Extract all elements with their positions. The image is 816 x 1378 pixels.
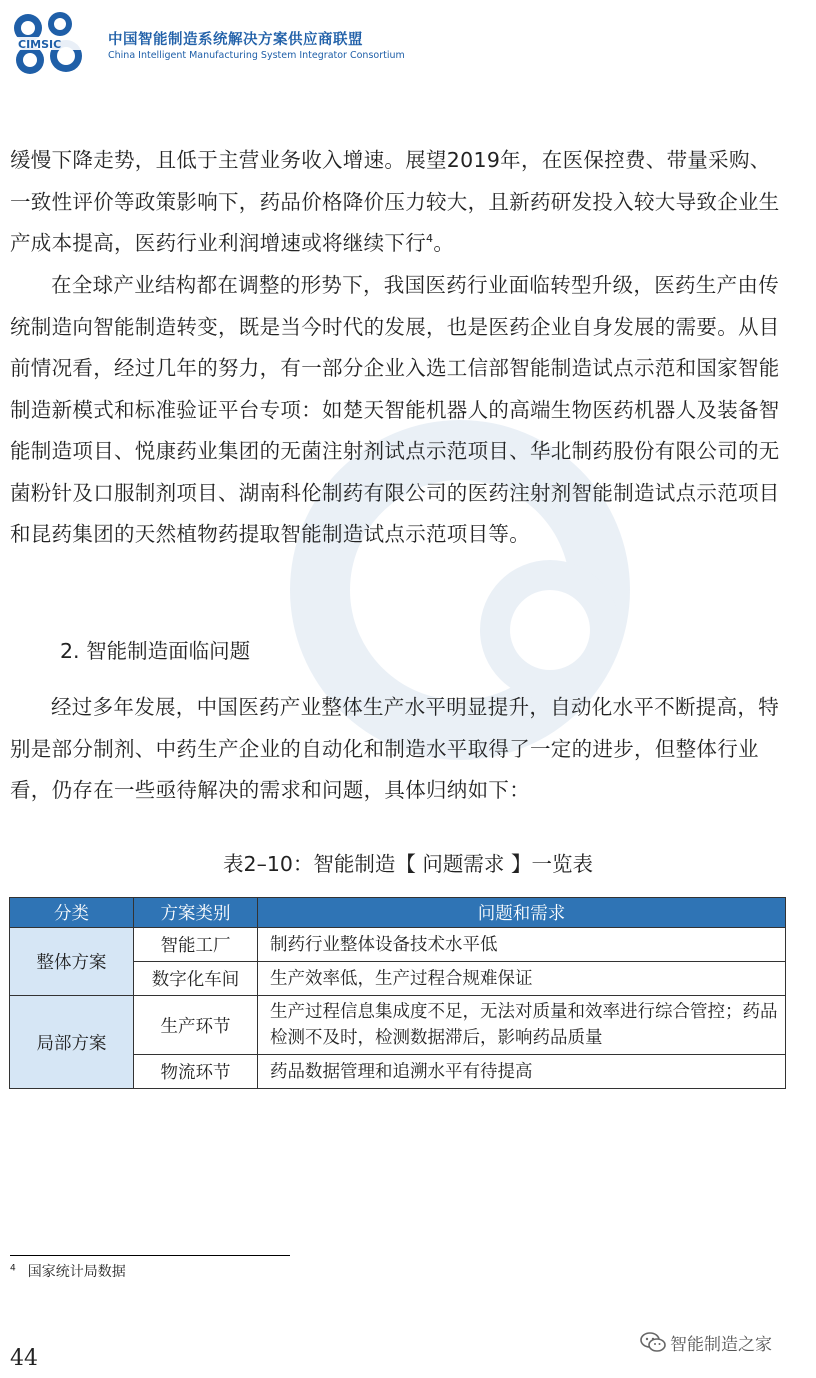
footnote-divider — [10, 1255, 290, 1256]
table-caption: 表2–10：智能制造【 问题需求 】一览表 — [223, 852, 593, 876]
table-header-row — [10, 898, 786, 928]
footnote-text: 国家统计局数据 — [27, 1264, 126, 1280]
logo-text: CIMSIC — [18, 38, 62, 51]
category-cell: 整体方案 — [10, 928, 134, 996]
solution-type-cell: 数字化车间 — [134, 962, 258, 996]
page-number: 44 — [10, 1346, 38, 1371]
paragraph-1 — [10, 140, 790, 265]
problem-cell: 生产过程信息集成度不足，无法对质量和效率进行综合管控；药品检测不及时，检测数据滞后，影响药品质量 — [258, 996, 786, 1055]
wechat-icon — [640, 1331, 666, 1353]
table-row — [10, 996, 786, 1055]
cimsic-gear-logo — [8, 6, 100, 80]
footnote-ref[interactable]: 4 — [426, 232, 434, 246]
paragraph-3 — [10, 687, 790, 812]
solution-type-cell: 智能工厂 — [134, 928, 258, 962]
header-title-en: China Intelligent Manufacturing System Integrator Consortium — [108, 50, 405, 61]
header-problems-needs: 问题和需求 — [258, 898, 786, 928]
problem-cell: 制药行业整体设备技术水平低 — [258, 928, 786, 962]
solution-type-cell: 生产环节 — [134, 996, 258, 1055]
problems-needs-table — [9, 897, 786, 1089]
wechat-account-name: 智能制造之家 — [670, 1334, 772, 1355]
paragraph-1-end: 。 — [433, 231, 455, 255]
section-title: 2. 智能制造面临问题 — [60, 639, 251, 663]
paragraph-1-text: 缓慢下降走势，且低于主营业务收入增速。展望2019年，在医保控费、带量采购、一致性评价等政策影响下，药品价格降价压力较大，且新药研发投入较大导致企业生产成本提高，医药行业利润增速或将继续下行 — [10, 148, 780, 255]
solution-type-cell: 物流环节 — [134, 1055, 258, 1089]
page-header — [8, 6, 408, 80]
paragraph-2-text: 在全球产业结构都在调整的形势下，我国医药行业面临转型升级，医药生产由传统制造向智能制造转变，既是当今时代的发展，也是医药企业自身发展的需要。从目前情况看，经过几年的努力，有一部分企业入选工信部智能制造试点示范和国家智能制造新模式和标准验证平台专项：如楚天智能机器人的高端生物医药机器人及装备智能制造项目、悦康药业集团的无菌注射剂试点示范项目、华北制药股份有限公司的无菌粉针及口服制剂项目、湖南科伦制药有限公司的医药注射剂智能制造试点示范项目和昆药集团的天然植物药提取智能制造试点示范项目等。 — [10, 273, 780, 546]
footnote-number: 4 — [10, 1263, 16, 1274]
paragraph-3-text: 经过多年发展，中国医药产业整体生产水平明显提升，自动化水平不断提高，特别是部分制剂、中药生产企业的自动化和制造水平取得了一定的进步，但整体行业看，仍存在一些亟待解决的需求和问题，具体归纳如下： — [10, 695, 779, 802]
header-title-cn: 中国智能制造系统解决方案供应商联盟 — [108, 32, 363, 48]
header-solution-type: 方案类别 — [134, 898, 258, 928]
wechat-source[interactable] — [640, 1328, 772, 1356]
category-cell: 局部方案 — [10, 996, 134, 1089]
problem-cell: 生产效率低，生产过程合规难保证 — [258, 962, 786, 996]
paragraph-2 — [10, 265, 790, 556]
footnote — [10, 1262, 126, 1282]
table-row — [10, 928, 786, 962]
problem-cell: 药品数据管理和追溯水平有待提高 — [258, 1055, 786, 1089]
header-category: 分类 — [10, 898, 134, 928]
